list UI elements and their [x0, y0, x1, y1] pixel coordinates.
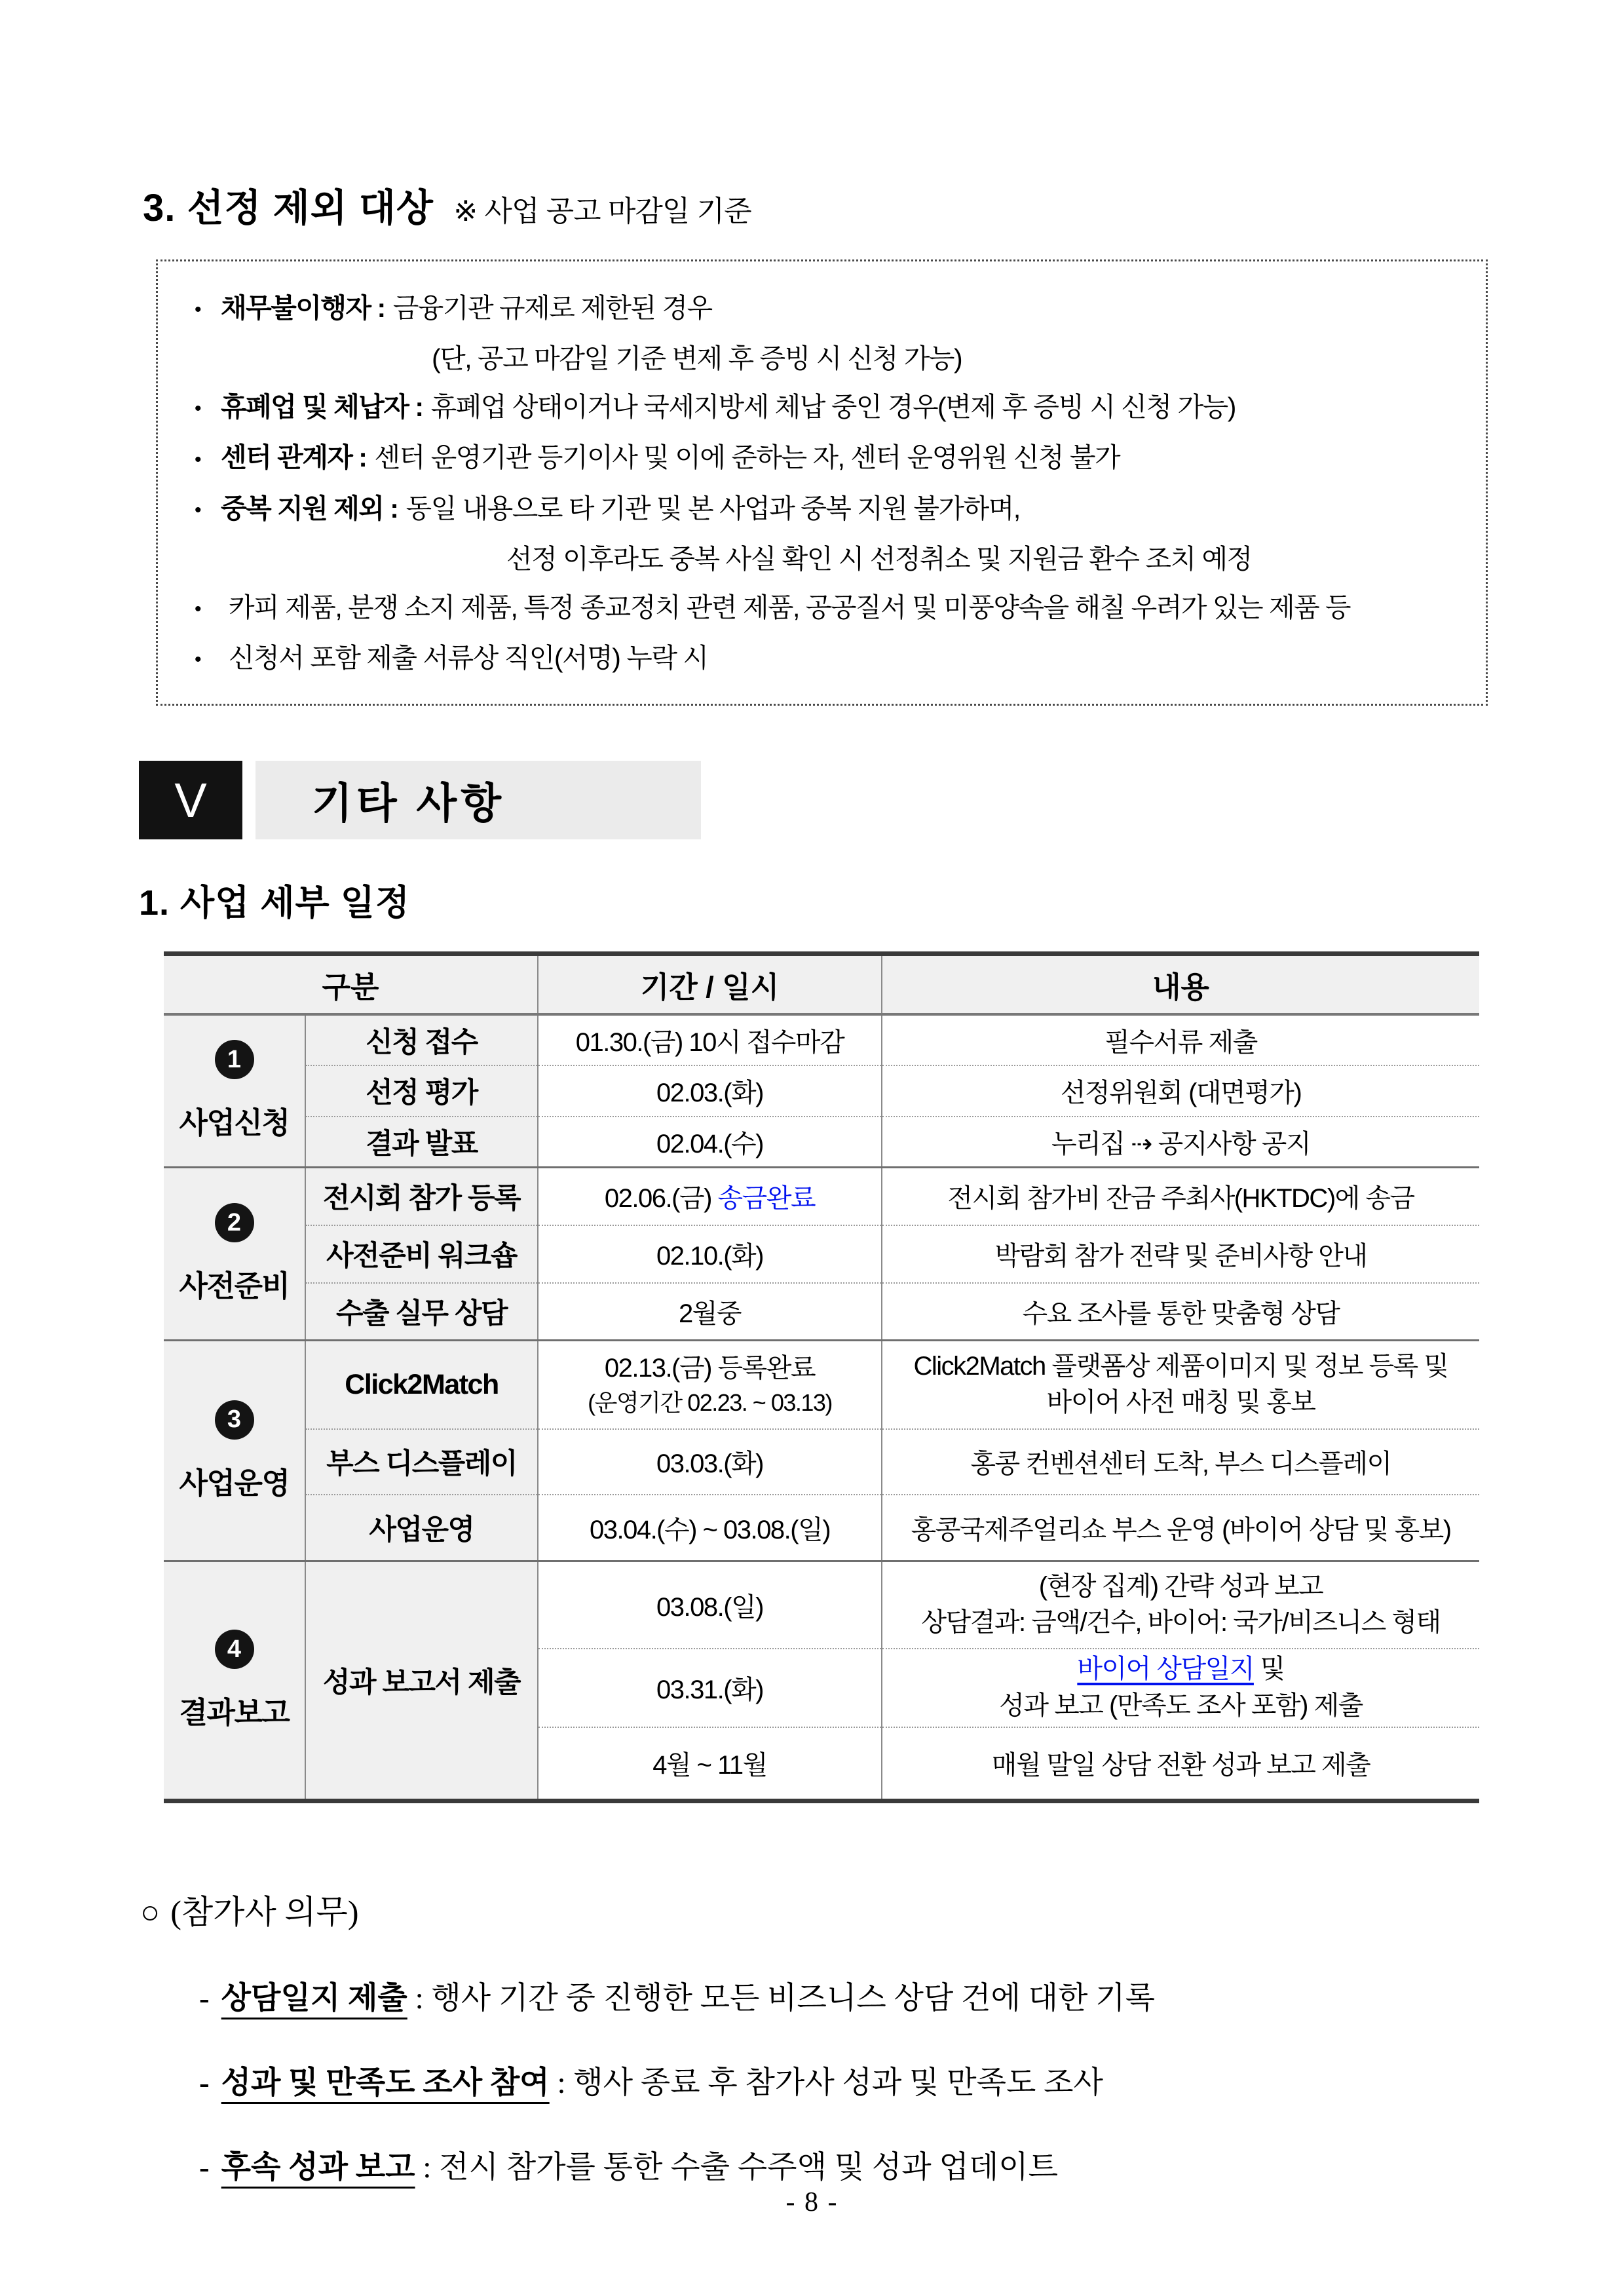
exclusion-item: [195, 634, 1474, 684]
what-line1: [882, 1651, 1479, 1687]
exclusion-item: [195, 583, 1474, 634]
stage-number-badge: 1: [215, 1040, 254, 1079]
stage-name: 사업운영: [179, 1466, 290, 1500]
exclusion-text: 금융기관 규제로 제한된 경우: [392, 293, 712, 323]
exclusion-label: 센터 관계자 :: [221, 442, 367, 473]
obligation-item: [199, 2143, 1624, 2187]
schedule-heading: 1. 사업 세부 일정: [139, 883, 411, 923]
step-what: [882, 1649, 1479, 1727]
obligation-text: 행사 종료 후 참가사 성과 및 만족도 조사: [573, 2066, 1103, 2101]
table-row: [164, 1065, 1479, 1117]
what-line1: Click2Match 플랫폼상 제품이미지 및 정보 등록 및: [913, 1352, 1448, 1381]
table-row: [164, 1283, 1479, 1341]
dash-bullet: -: [199, 1981, 210, 2016]
step-what: 누리집 ⇢ 공지사항 공지: [882, 1117, 1479, 1168]
stage-name: 결과보고: [179, 1696, 290, 1730]
column-header-gubun: 구분: [164, 954, 538, 1014]
exclusion-item: [195, 484, 1474, 535]
chapter-title-bar: [255, 761, 701, 839]
dash-bullet: -: [199, 2066, 210, 2101]
obligation-text: 전시 참가를 통한 수출 수주액 및 성과 업데이트: [439, 2151, 1059, 2185]
stage-number-badge: 4: [215, 1630, 254, 1669]
obligation-label: 후속 성과 보고: [221, 2151, 415, 2185]
bullet-icon: •: [195, 598, 201, 620]
stage-cell: [164, 1014, 305, 1168]
step-what: 박람회 참가 전략 및 준비사항 안내: [882, 1225, 1479, 1283]
step-when: 02.03.(화): [538, 1065, 882, 1117]
step-what: 매월 말일 상담 전환 성과 보고 제출: [882, 1727, 1479, 1801]
obligation-label: 상담일지 제출: [221, 1981, 407, 2016]
step-what: 필수서류 제출: [882, 1014, 1479, 1065]
step-name: 수출 실무 상담: [305, 1283, 538, 1341]
exclusion-subtext: 선정 이후라도 중복 사실 확인 시 선정취소 및 지원금 환수 조치 예정: [506, 543, 1252, 574]
stage-cell: [164, 1561, 305, 1801]
step-name: 신청 접수: [305, 1014, 538, 1065]
exclusion-text: 카피 제품, 분쟁 소지 제품, 특정 종교정치 관련 제품, 공공질서 및 미풍양속을 해칠 우려가 있는 제품 등: [229, 592, 1351, 622]
schedule-table: [164, 951, 1479, 1803]
step-what: 전시회 참가비 잔금 주최사(HKTDC)에 송금: [882, 1168, 1479, 1225]
table-row: [164, 1168, 1479, 1225]
what-line2: 성과 보고 (만족도 조사 포함) 제출: [999, 1691, 1363, 1720]
what-line2: 상담결과: 금액/건수, 바이어: 국가/비즈니스 형태: [921, 1608, 1441, 1637]
table-row: [164, 1429, 1479, 1495]
participant-obligations: [140, 1886, 1624, 2187]
buyer-log-link[interactable]: 바이어 상담일지: [1077, 1655, 1254, 1684]
step-when: 02.04.(수): [538, 1117, 882, 1168]
column-header-period: 기간 / 일시: [538, 954, 882, 1014]
step-name: 선정 평가: [305, 1065, 538, 1117]
chapter-numeral: V: [139, 761, 242, 839]
step-name: 사업운영: [305, 1495, 538, 1561]
exclusion-item: [195, 383, 1474, 433]
stage-name: 사업신청: [179, 1106, 290, 1140]
exclusion-box: [156, 259, 1488, 706]
step-when: 01.30.(금) 10시 접수마감: [538, 1014, 882, 1065]
page-number: - 8 -: [785, 2187, 839, 2218]
exclusion-item: [195, 433, 1474, 484]
step-when: 02.10.(화): [538, 1225, 882, 1283]
dash-bullet: -: [199, 2151, 210, 2185]
step-what: 수요 조사를 통한 맞춤형 상담: [882, 1283, 1479, 1341]
step-name: 전시회 참가 등록: [305, 1168, 538, 1225]
exclusion-item: [195, 284, 1474, 334]
table-row: [164, 1341, 1479, 1429]
section3-title: 3. 선정 제외 대상: [143, 187, 434, 229]
obligation-separator: :: [415, 2151, 440, 2185]
obligations-heading: [140, 1886, 1624, 1933]
bullet-icon: •: [195, 398, 201, 420]
section3-heading: [143, 0, 1624, 232]
exclusion-text: 센터 운영기관 등기이사 및 이에 준하는 자, 센터 운영위원 신청 불가: [374, 442, 1120, 473]
step-name: Click2Match: [305, 1341, 538, 1429]
table-row: [164, 1561, 1479, 1649]
step-what: 선정위원회 (대면평가): [882, 1065, 1479, 1117]
bullet-icon: •: [195, 649, 201, 671]
stage-number-badge: 3: [215, 1400, 254, 1440]
table-row: [164, 1014, 1479, 1065]
bullet-icon: •: [195, 448, 201, 470]
stage-cell: [164, 1341, 305, 1561]
bullet-icon: •: [195, 299, 201, 321]
when-date: 02.06.(금): [604, 1184, 711, 1214]
obligation-separator: :: [407, 1981, 432, 2016]
column-header-content: 내용: [882, 954, 1479, 1014]
stage-name: 사전준비: [179, 1269, 290, 1303]
when-line2: (운영기간 02.23. ~ 03.13): [588, 1389, 832, 1417]
step-when: [538, 1168, 882, 1225]
step-name: 부스 디스플레이: [305, 1429, 538, 1495]
step-name: 결과 발표: [305, 1117, 538, 1168]
step-what: 홍콩 컨벤션센터 도착, 부스 디스플레이: [882, 1429, 1479, 1495]
exclusion-text: 휴폐업 상태이거나 국세지방세 체납 중인 경우(변제 후 증빙 시 신청 가능): [430, 392, 1236, 423]
exclusion-subtext: (단, 공고 마감일 기준 변제 후 증빙 시 신청 가능): [432, 343, 962, 374]
obligation-item: [199, 2058, 1624, 2102]
obligation-separator: :: [549, 2066, 574, 2101]
remittance-complete-text: 송금완료: [717, 1184, 816, 1214]
circle-bullet-icon: ○: [140, 1894, 161, 1931]
table-row: [164, 1225, 1479, 1283]
stage-number-badge: 2: [215, 1203, 254, 1242]
step-when: 03.04.(수) ~ 03.08.(일): [538, 1495, 882, 1561]
table-row: [164, 1117, 1479, 1168]
step-what: 홍콩국제주얼리쇼 부스 운영 (바이어 상담 및 홍보): [882, 1495, 1479, 1561]
step-what: [882, 1341, 1479, 1429]
chapter-header: [139, 761, 1624, 839]
table-header-row: [164, 954, 1479, 1014]
step-when: 03.08.(일): [538, 1561, 882, 1649]
when-line1: 02.13.(금) 등록완료: [604, 1353, 816, 1383]
exclusion-label: 휴폐업 및 체납자 :: [221, 392, 423, 423]
bullet-icon: •: [195, 499, 201, 521]
exclusion-label: 중복 지원 제외 :: [221, 493, 398, 524]
step-when: 03.03.(화): [538, 1429, 882, 1495]
exclusion-text: 동일 내용으로 타 기관 및 본 사업과 중복 지원 불가하며,: [406, 493, 1020, 524]
step-when: 4월 ~ 11월: [538, 1727, 882, 1801]
what-line1: (현장 집계) 간략 성과 보고: [1038, 1572, 1323, 1601]
exclusion-label: 채무불이행자 :: [221, 293, 385, 323]
obligation-label: 성과 및 만족도 조사 참여: [221, 2066, 550, 2101]
step-what: [882, 1561, 1479, 1649]
obligations-title: (참가사 의무): [170, 1894, 359, 1931]
exclusion-text: 신청서 포함 제출 서류상 직인(서명) 누락 시: [229, 642, 708, 673]
obligation-item: [199, 1974, 1624, 2018]
step-when: 2월중: [538, 1283, 882, 1341]
obligation-text: 행사 기간 중 진행한 모든 비즈니스 상담 건에 대한 기록: [431, 1981, 1155, 2016]
link-suffix: 및: [1253, 1655, 1285, 1684]
chapter-title: 기타 사항: [312, 780, 506, 828]
table-row: [164, 1495, 1479, 1561]
step-name: 사전준비 워크숍: [305, 1225, 538, 1283]
step-when: 03.31.(화): [538, 1649, 882, 1727]
step-when: [538, 1341, 882, 1429]
stage-cell: [164, 1168, 305, 1341]
section3-note: ※ 사업 공고 마감일 기준: [453, 195, 751, 227]
step-name-merged: 성과 보고서 제출: [305, 1561, 538, 1801]
what-line2: 바이어 사전 매칭 및 홍보: [1046, 1388, 1315, 1417]
